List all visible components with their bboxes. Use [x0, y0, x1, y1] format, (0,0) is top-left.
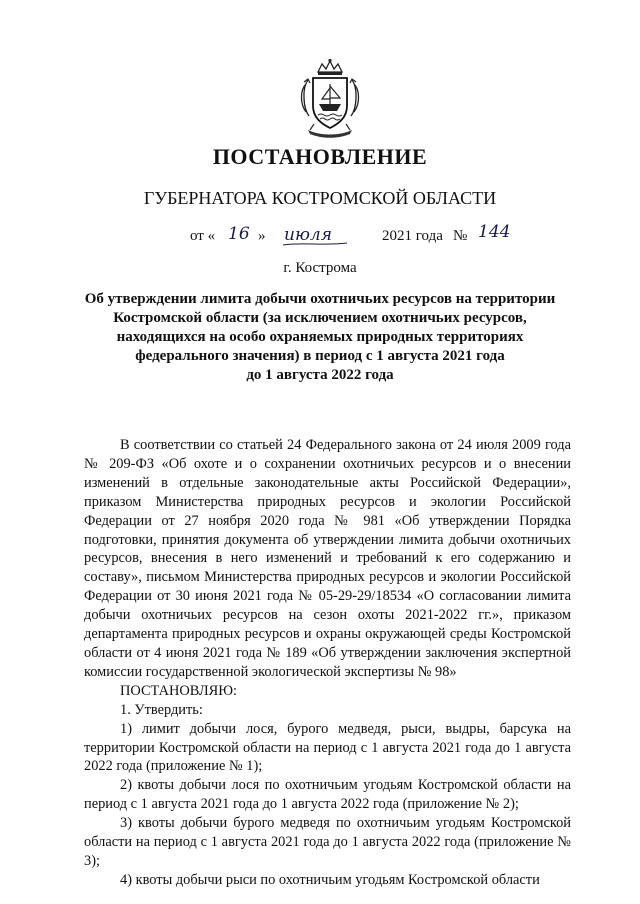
document-title: ПОСТАНОВЛЕНИЕ [212, 144, 428, 169]
preamble-paragraph: В соответствии со статьей 24 Федерального закона от 24 июля 2009 года № 209-ФЗ «Об охоте и о сохранении охотничьих ресурсов и о внесении изменений в отдельные законодательные акты Российской Федерации», приказом Министерства природных ресурсов и экологии Российской Федерации от 27 ноября 2020 года № 981 «Об утверждении Порядка подготовки, принятия документа об утверждении лимита добычи охотничьих ресурсов, внесения в него изменений и требований к его содержанию и составу», письмом Министерства природных ресурсов и экологии Российской Федерации от 30 июня 2021 года № 05-29-29/18534 «О согласовании лимита добычи охотничьих ресурсов на сезон охоты 2021-2022 гг.», приказом департамента природных ресурсов и охраны окружающей среды Костромской области от 4 июня 2021 года № 189 «Об утверждении заключения экспертной комиссии государственной экологической экспертизы № 98» [84, 437, 571, 680]
heading-line: находящихся на особо охраняемых природных территориях [116, 329, 524, 345]
heading-line: Об утверждении лимита добычи охотничьих ресурсов на территории [84, 291, 556, 307]
date-prefix: от « [190, 228, 216, 244]
date-day-handwritten: 16 [228, 224, 250, 244]
subitem-4: 4) квоты добычи рыси по охотничьим угодьям Костромской области [120, 871, 540, 888]
city: г. Кострома [283, 260, 357, 276]
date-month-handwritten: июля [284, 225, 332, 245]
heading-line: до 1 августа 2022 года [246, 367, 394, 383]
coat-of-arms-icon [296, 58, 364, 140]
heading-line: Костромской области (за исключением охотничьих ресурсов, [113, 310, 527, 326]
document-number-handwritten: 144 [478, 222, 511, 242]
document-body [84, 436, 571, 890]
item-1: 1. Утвердить: [120, 701, 203, 718]
date-year: 2021 года [382, 228, 443, 244]
subitem-3: 3) квоты добычи бурого медведя по охотничьим угодьям Костромской области на период с 1 августа 2021 года до 1 августа 2022 года (приложение № 3); [84, 815, 571, 869]
document-heading [60, 290, 580, 385]
month-underline-stroke [282, 241, 348, 247]
issuer-title: ГУБЕРНАТОРА КОСТРОМСКОЙ ОБЛАСТИ [143, 188, 497, 208]
heading-line: федерального значения) в период с 1 августа 2021 года [135, 348, 505, 364]
date-quote-close: » [258, 228, 266, 244]
date-line [190, 224, 530, 250]
decree-word: ПОСТАНОВЛЯЮ: [120, 682, 238, 699]
subitem-1: 1) лимит добычи лося, бурого медведя, рыси, выдры, барсука на территории Костромской области на период с 1 августа 2021 года до 1 августа 2022 года (приложение № 1); [84, 720, 571, 775]
subitem-2: 2) квоты добычи лося по охотничьим угодьям Костромской области на период с 1 августа 2021 года до 1 августа 2022 года (приложение № 2); [84, 777, 571, 813]
number-label: № [453, 228, 468, 244]
